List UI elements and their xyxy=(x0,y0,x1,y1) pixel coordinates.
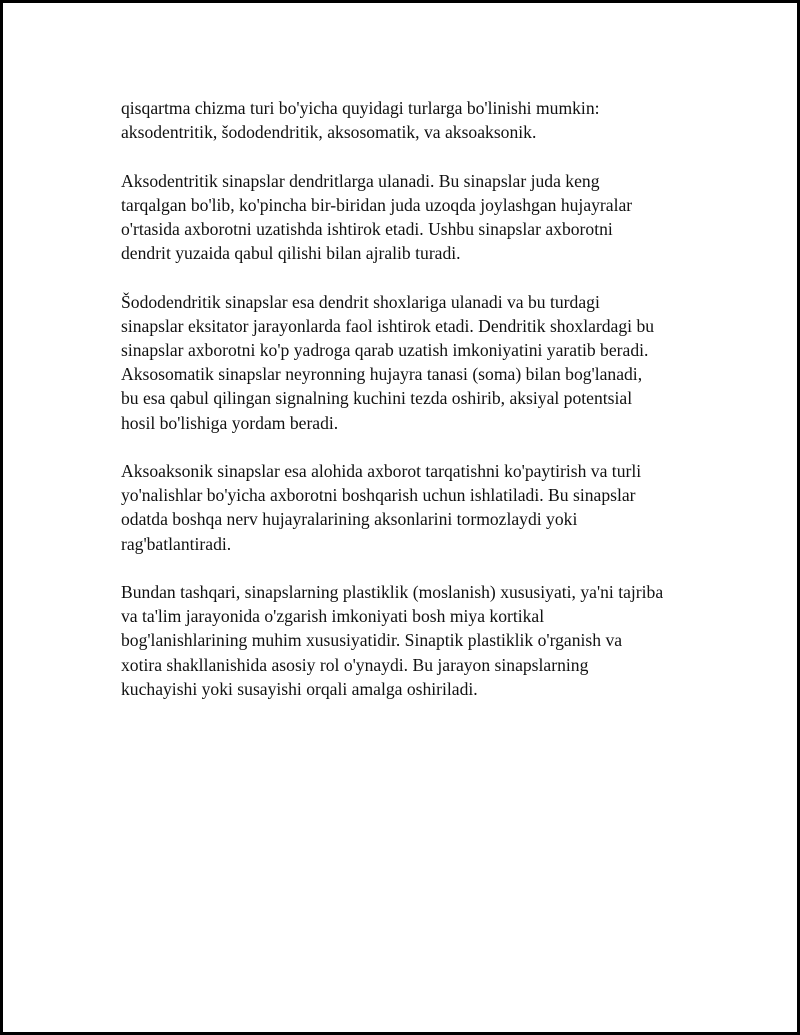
text-line: yo'nalishlar bo'yicha axborotni boshqarish uchun ishlatiladi. Bu sinapslar xyxy=(121,485,636,506)
text-line: xotira shakllanishida asosiy rol o'ynaydi. Bu jarayon sinapslarning xyxy=(121,654,589,675)
paragraph-4 xyxy=(121,459,711,556)
text-line: tarqalgan bo'lib, ko'pincha bir-biridan juda uzoqda joylashgan hujayralar xyxy=(121,194,633,215)
paragraph-3 xyxy=(121,290,711,435)
text-line: va ta'lim jarayonida o'zgarish imkoniyati bosh miya kortikal xyxy=(121,606,545,627)
text-line: sinapslar eksitator jarayonlarda faol ishtirok etadi. Dendritik shoxlardagi bu xyxy=(121,315,655,336)
paragraph-2 xyxy=(121,169,711,266)
text-line: Aksosomatik sinapslar neyronning hujayra tanasi (soma) bilan bog'lanadi, xyxy=(121,364,643,385)
paragraph-1 xyxy=(121,96,711,144)
document-body xyxy=(121,96,711,725)
text-line: Aksodentritik sinapslar dendritlarga ulanadi. Bu sinapslar juda keng xyxy=(121,170,600,191)
text-line: bog'lanishlarining muhim xususiyatidir. Sinaptik plastiklik o'rganish va xyxy=(121,630,623,651)
text-line: o'rtasida axborotni uzatishda ishtirok etadi. Ushbu sinapslar axborotni xyxy=(121,219,613,239)
text-line: Šododendritik sinapslar esa dendrit shoxlariga ulanadi va bu turdagi xyxy=(121,291,600,312)
text-line: aksodentritik, šododendritik, aksosomatik, va aksoaksonik. xyxy=(121,122,537,143)
text-line: Bundan tashqari, sinapslarning plastiklik (moslanish) xususiyati, ya'ni tajriba xyxy=(121,582,664,602)
text-line: Aksoaksonik sinapslar esa alohida axborot tarqatishni ko'paytirish va turli xyxy=(121,461,642,481)
text-line: kuchayishi yoki susayishi orqali amalga oshiriladi. xyxy=(121,678,478,699)
text-line: dendrit yuzaida qabul qilishi bilan ajralib turadi. xyxy=(121,243,461,264)
text-line: hosil bo'lishiga yordam beradi. xyxy=(121,412,339,433)
text-line: qisqartma chizma turi bo'yicha quyidagi turlarga bo'linishi mumkin: xyxy=(121,98,600,118)
text-line: odatda boshqa nerv hujayralarining aksonlarini tormozlaydi yoki xyxy=(121,509,578,530)
text-line: rag'batlantiradi. xyxy=(121,533,232,554)
paragraph-5 xyxy=(121,580,711,701)
text-line: bu esa qabul qilingan signalning kuchini tezda oshirib, aksiyal potentsial xyxy=(121,388,633,409)
text-line: sinapslar axborotni ko'p yadroga qarab uzatish imkoniyatini yaratib beradi. xyxy=(121,340,649,360)
